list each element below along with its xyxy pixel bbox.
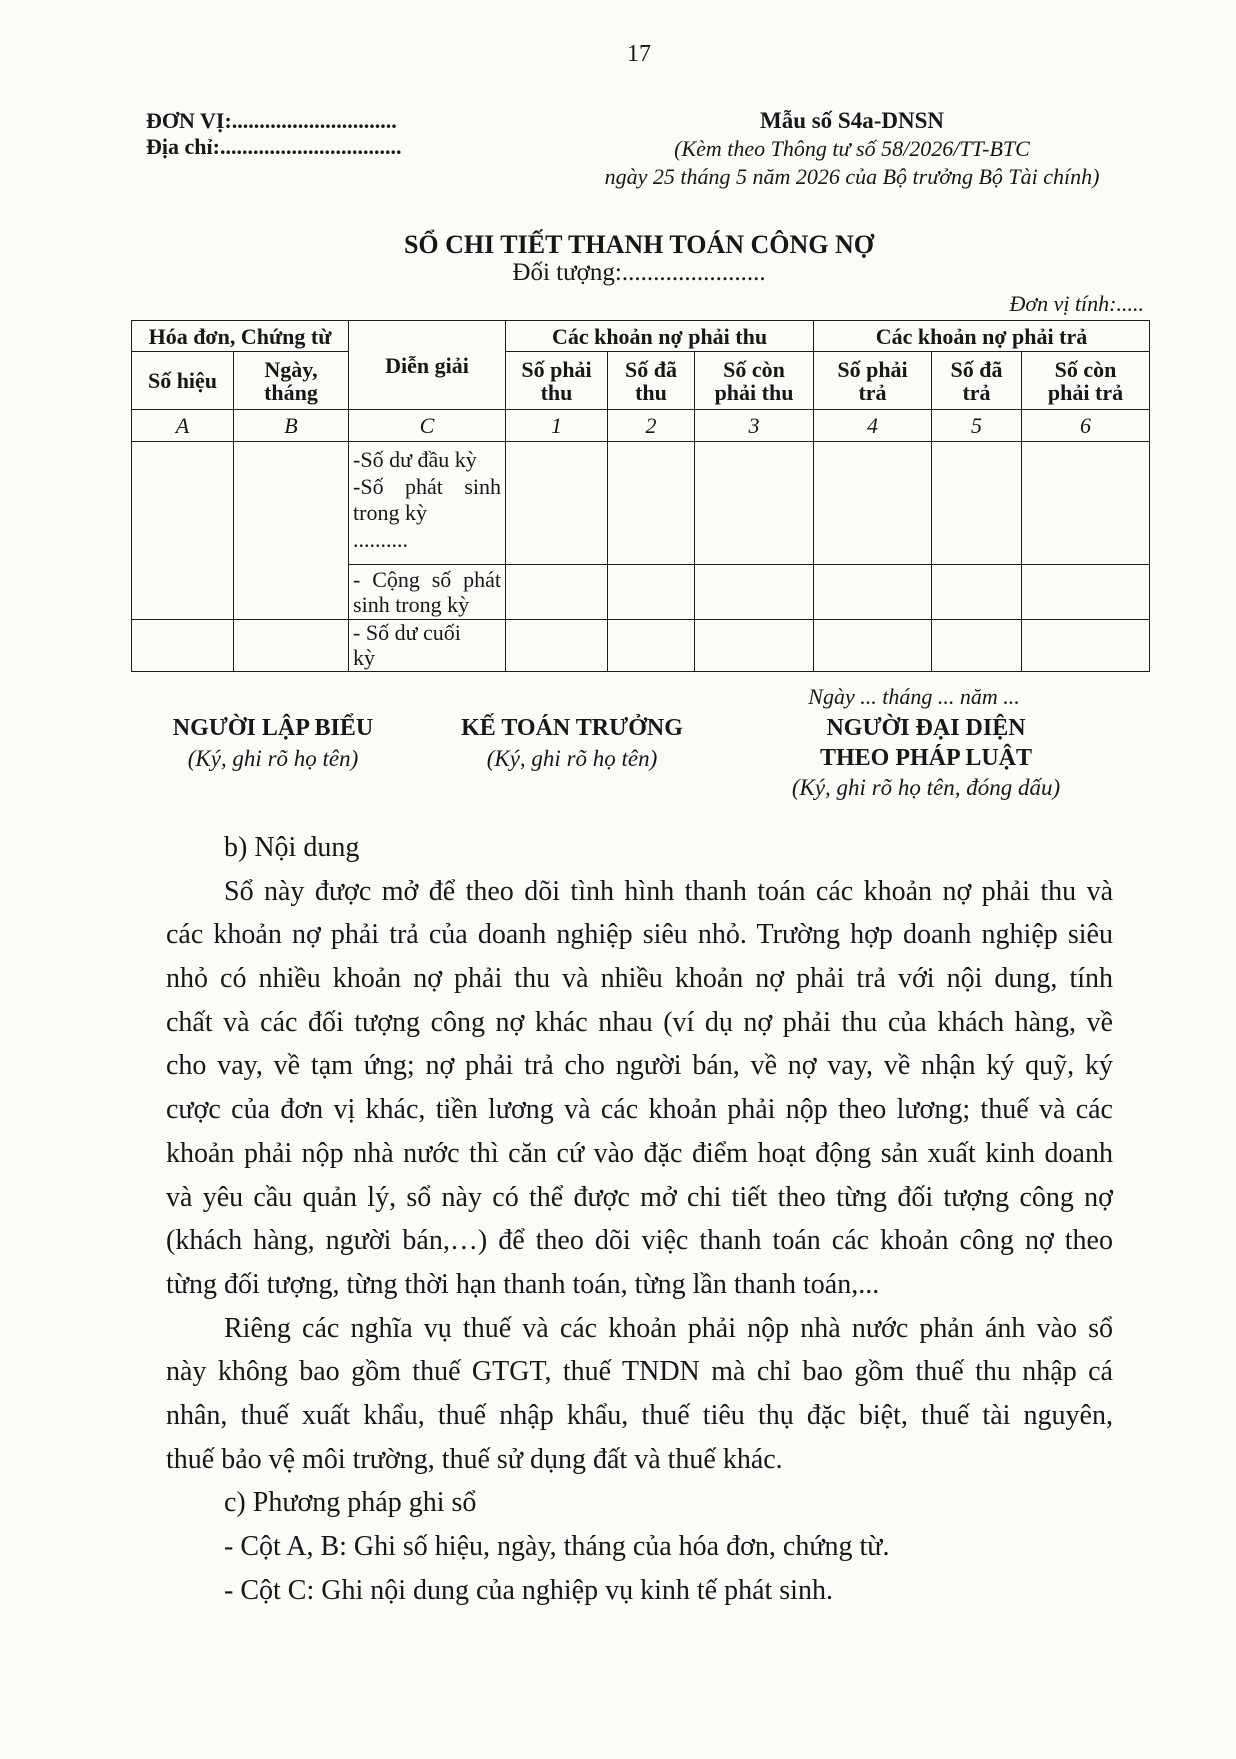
- paragraph-line: này không bao gồm thuế GTGT, thuế TNDN mà chỉ bao gồm thuế thu nhập cá: [166, 1356, 1113, 1388]
- column-code: 5: [932, 410, 1022, 442]
- section-heading: b) Nội dung: [224, 832, 360, 863]
- table-cell-empty: [932, 620, 1022, 672]
- table-cell-empty: [234, 620, 349, 672]
- page-number: 17: [627, 41, 651, 67]
- paragraph-line: các khoản nợ phải trả của doanh nghiệp siêu nhỏ. Trường hợp doanh nghiệp siêu: [166, 919, 1113, 951]
- header-receivable-balance: Số còn phải thu: [695, 352, 814, 410]
- table-cell-empty: [695, 620, 814, 672]
- paragraph: [166, 870, 1113, 1307]
- header-payable-paid: Số đã trả: [932, 352, 1022, 410]
- column-code: B: [234, 410, 349, 442]
- paragraph-line: cược của đơn vị khác, tiền lương và các khoản phải nộp theo lương; thuế và các: [166, 1094, 1113, 1126]
- description-cell: [349, 442, 506, 565]
- table-cell-empty: [814, 442, 932, 565]
- table-header-row-groups: [132, 321, 1150, 352]
- paragraph-line: Riêng các nghĩa vụ thuế và các khoản phải nộp nhà nước phản ánh vào sổ: [224, 1312, 1113, 1344]
- instructions-body: [166, 826, 1113, 1612]
- signature-role: NGƯỜI LẬP BIỂU: [172, 715, 374, 741]
- signature-role: KẾ TOÁN TRƯỞNG: [461, 715, 683, 741]
- paragraph-line: (khách hàng, người bán,…) để theo dõi việc thanh toán các khoản công nợ theo: [166, 1225, 1113, 1257]
- table-cell-empty: [814, 620, 932, 672]
- column-code: 2: [608, 410, 695, 442]
- table-cell-empty: [506, 565, 608, 620]
- table-cell-empty: [608, 565, 695, 620]
- paragraph-line: Sổ này được mở để theo dõi tình hình thanh toán các khoản nợ phải thu và: [224, 875, 1113, 907]
- header-receivables-group: Các khoản nợ phải thu: [506, 321, 814, 352]
- paragraph-line: thuế bảo vệ môi trường, thuế sử dụng đất và thuế khác.: [166, 1443, 783, 1475]
- unit-label: ĐƠN VỊ:..............................: [146, 108, 397, 133]
- description-line: -Số phát sinh: [353, 473, 502, 499]
- section-heading: c) Phương pháp ghi sổ: [224, 1487, 477, 1519]
- paragraph-line: khoản phải nộp nhà nước thì căn cứ vào đặc điểm hoạt động sản xuất kinh doanh: [166, 1137, 1113, 1169]
- column-code: 4: [814, 410, 932, 442]
- signature-role: NGƯỜI ĐẠI DIỆN THEO PHÁP LUẬT: [819, 715, 1033, 771]
- signature-note: (Ký, ghi rõ họ tên): [486, 745, 658, 771]
- description-cell: [349, 620, 506, 672]
- description-line: - Cộng số phát: [353, 567, 502, 592]
- subject-line: Đối tượng:.......................: [512, 259, 766, 286]
- header-voucher-number: Số hiệu: [132, 352, 234, 410]
- description-line: - Số dư cuối: [353, 620, 461, 645]
- column-code: 6: [1022, 410, 1150, 442]
- column-code: A: [132, 410, 234, 442]
- signature-legal-representative: [746, 714, 1106, 803]
- description-line: ..........: [353, 526, 409, 552]
- header-receivable-due: Số phải thu: [506, 352, 608, 410]
- header-voucher-date: Ngày, tháng: [234, 352, 349, 410]
- ledger-title: SỔ CHI TIẾT THANH TOÁN CÔNG NỢ: [403, 230, 875, 259]
- header-payables-group: Các khoản nợ phải trả: [814, 321, 1150, 352]
- paragraph: [166, 1307, 1113, 1482]
- paragraph-line: nhỏ có nhiều khoản nợ phải thu và nhiều khoản nợ phải trả với nội dung, tính: [166, 963, 1113, 995]
- unit-of-measure: Đơn vị tính:.....: [1009, 291, 1144, 316]
- column-code: 1: [506, 410, 608, 442]
- form-reference-block: [571, 107, 1133, 191]
- signature-note: (Ký, ghi rõ họ tên, đóng dấu): [791, 775, 1061, 800]
- paragraph-line: chất và các đối tượng công nợ khác nhau (ví dụ nợ phải thu của khách hàng, về: [166, 1006, 1113, 1038]
- address-label: Địa chỉ:.................................: [146, 134, 402, 159]
- column-code: C: [349, 410, 506, 442]
- paragraph-line: từng đối tượng, từng thời hạn thanh toán, từng lần thanh toán,...: [166, 1268, 880, 1300]
- header-payable-due: Số phải trả: [814, 352, 932, 410]
- header-description: Diễn giải: [349, 321, 506, 410]
- column-code: 3: [695, 410, 814, 442]
- unit-info-block: [146, 108, 401, 160]
- table-header-row-columns: [132, 352, 1150, 410]
- paragraph-line: và yêu cầu quản lý, sổ này có thể được mở chi tiết theo từng đối tượng công nợ: [166, 1181, 1113, 1213]
- table-cell-empty: [814, 565, 932, 620]
- description-line: trong kỳ: [353, 500, 427, 525]
- table-cell-empty: [1022, 565, 1150, 620]
- signature-chief-accountant: [392, 714, 752, 773]
- table-cell-empty: [506, 442, 608, 565]
- header-payable-balance: Số còn phải trả: [1022, 352, 1150, 410]
- table-row-opening-and-period: [132, 442, 1150, 565]
- table-cell-empty: [932, 565, 1022, 620]
- header-receivable-paid: Số đã thu: [608, 352, 695, 410]
- signature-note: (Ký, ghi rõ họ tên): [187, 745, 359, 771]
- table-cell-empty: [608, 620, 695, 672]
- signing-date-line: Ngày ... tháng ... năm ...: [808, 684, 1020, 709]
- ledger-table: [131, 320, 1150, 672]
- table-cell-empty: [234, 442, 349, 620]
- description-cell: [349, 565, 506, 620]
- instruction-item: - Cột C: Ghi nội dung của nghiệp vụ kinh tế phát sinh.: [224, 1574, 833, 1606]
- description-line: -Số dư đầu kỳ: [353, 447, 477, 472]
- table-cell-empty: [1022, 620, 1150, 672]
- description-line: sinh trong kỳ: [353, 592, 470, 617]
- paragraph-line: cho vay, về tạm ứng; nợ phải trả cho người bán, về nợ vay, về nhận ký quỹ, ký: [166, 1050, 1113, 1082]
- table-cell-empty: [506, 620, 608, 672]
- instruction-item: - Cột A, B: Ghi số hiệu, ngày, tháng của hóa đơn, chứng từ.: [224, 1531, 890, 1562]
- table-cell-empty: [132, 620, 234, 672]
- table-cell-empty: [132, 442, 234, 620]
- table-cell-empty: [608, 442, 695, 565]
- table-cell-empty: [695, 442, 814, 565]
- table-cell-empty: [695, 565, 814, 620]
- description-line: kỳ: [353, 645, 376, 670]
- issue-date-reference: ngày 25 tháng 5 năm 2026 của Bộ trưởng Bộ Tài chính): [604, 164, 1100, 189]
- paragraph-line: nhân, thuế xuất khẩu, thuế nhập khẩu, thuế tiêu thụ đặc biệt, thuế tài nguyên,: [166, 1399, 1113, 1431]
- table-cell-empty: [1022, 442, 1150, 565]
- header-voucher-group: Hóa đơn, Chứng từ: [132, 321, 349, 352]
- column-code-row: [132, 410, 1150, 442]
- table-row-closing-balance: [132, 620, 1150, 672]
- circular-reference: (Kèm theo Thông tư số 58/2026/TT-BTC: [674, 136, 1030, 161]
- form-code: Mẫu số S4a-DNSN: [759, 108, 945, 133]
- table-cell-empty: [932, 442, 1022, 565]
